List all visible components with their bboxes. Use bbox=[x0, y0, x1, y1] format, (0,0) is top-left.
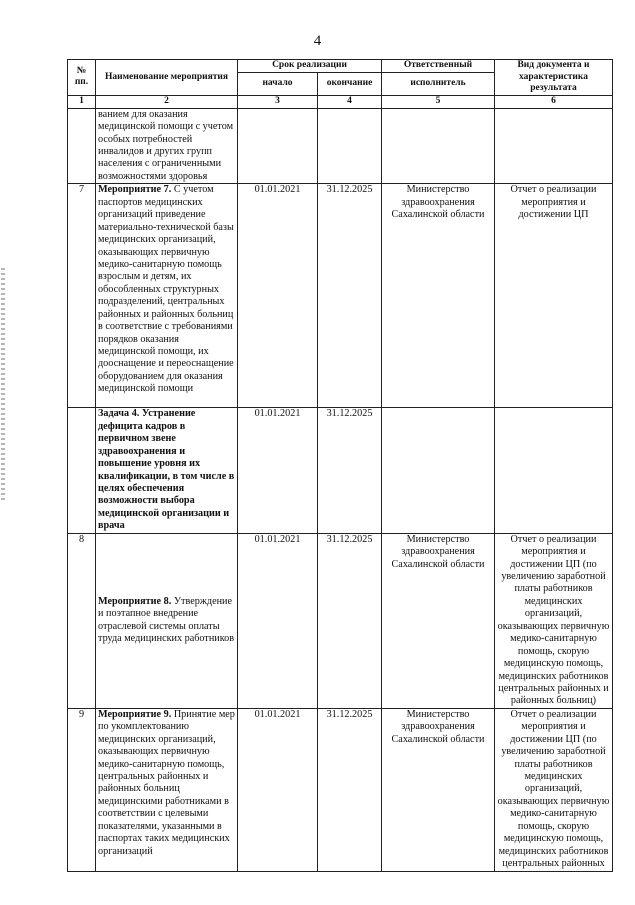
header-name: Наименование мероприятия bbox=[96, 60, 238, 96]
row-number: 8 bbox=[68, 533, 96, 708]
row-executor: Министерство здравоохранения Сахалинской области bbox=[382, 533, 495, 708]
row-result: Отчет о реализации мероприятия и достижении ЦП (по увеличению заработной платы работников медицинских организаций, оказывающих первичную медико-санитарную помощь, скорую медицинскую помощь, медицинских работников центральных районных bbox=[495, 708, 613, 871]
column-number: 4 bbox=[318, 95, 382, 108]
row-end-date: 31.12.2025 bbox=[318, 184, 382, 408]
row-description bbox=[96, 533, 238, 708]
column-number-row bbox=[68, 95, 613, 108]
row-end-date bbox=[318, 108, 382, 184]
table-row bbox=[68, 708, 613, 871]
header-result: Вид документа и характеристика результата bbox=[495, 60, 613, 96]
header-end: окончание bbox=[318, 72, 382, 95]
header-period: Срок реализации bbox=[238, 60, 382, 73]
column-number: 2 bbox=[96, 95, 238, 108]
row-number: 7 bbox=[68, 184, 96, 408]
row-start-date: 01.01.2021 bbox=[238, 184, 318, 408]
row-description bbox=[96, 408, 238, 533]
table-row bbox=[68, 408, 613, 533]
row-end-date: 31.12.2025 bbox=[318, 708, 382, 871]
row-executor: Министерство здравоохранения Сахалинской области bbox=[382, 708, 495, 871]
row-executor bbox=[382, 408, 495, 533]
row-result: Отчет о реализации мероприятия и достижении ЦП bbox=[495, 184, 613, 408]
column-number: 5 bbox=[382, 95, 495, 108]
row-executor bbox=[382, 108, 495, 184]
row-description bbox=[96, 184, 238, 408]
column-number: 6 bbox=[495, 95, 613, 108]
header-number: № пп. bbox=[68, 60, 96, 96]
row-start-date: 01.01.2021 bbox=[238, 408, 318, 533]
table-row bbox=[68, 533, 613, 708]
table-row bbox=[68, 108, 613, 184]
row-number bbox=[68, 408, 96, 533]
row-description-text: Принятие мер по укомплектованию медицинских организаций, оказывающих первичную медико-санитарную помощь, центральных районных и районных больниц медицинскими работниками в соответствии с целевыми показателями, указанными в паспортах таких медицинских организаций bbox=[98, 708, 235, 857]
row-start-date bbox=[238, 108, 318, 184]
table-row bbox=[68, 184, 613, 408]
header-start: начало bbox=[238, 72, 318, 95]
row-description-text: С учетом паспортов медицинских организаций приведение материально-технической базы медицинских организаций, оказывающих первичную медико-санитарную помощь взрослым и детям, их обособленных структурных подразделений, центральных районных и районных больниц в соответствие с требованиями порядков оказания медицинской помощи, их дооснащение и переоснащение оборудованием для оказания медицинской помощи bbox=[98, 184, 234, 395]
row-description bbox=[96, 108, 238, 184]
row-executor: Министерство здравоохранения Сахалинской области bbox=[382, 184, 495, 408]
row-description-text: Устранение дефицита кадров в первичном звене здравоохранения и повышение уровня их квалификации, в том числе в целях обеспечения возможности выбора медицинской организации и врача bbox=[98, 408, 235, 532]
row-number: 9 bbox=[68, 708, 96, 871]
row-end-date: 31.12.2025 bbox=[318, 533, 382, 708]
row-end-date: 31.12.2025 bbox=[318, 408, 382, 533]
row-number bbox=[68, 108, 96, 184]
header-executor-bottom: исполнитель bbox=[382, 72, 495, 95]
row-description-text: ванием для оказания медицинской помощи с учетом особых потребностей инвалидов и других групп населения с ограниченными возможностями здоровья bbox=[98, 108, 234, 182]
row-title: Мероприятие 8. bbox=[98, 595, 172, 607]
row-description-text: Утверждение и поэтапное внедрение отраслевой системы оплаты труда медицинских работников bbox=[98, 595, 235, 645]
row-title: Мероприятие 9. bbox=[98, 708, 172, 720]
row-description bbox=[96, 708, 238, 871]
row-start-date: 01.01.2021 bbox=[238, 533, 318, 708]
row-result: Отчет о реализации мероприятия и достижении ЦП (по увеличению заработной платы работников медицинских организаций, оказывающих первичную медико-санитарную помощь, скорую медицинскую помощь, медицинских работников центральных районных и районных больниц) bbox=[495, 533, 613, 708]
row-title: Задача 4. bbox=[98, 408, 140, 420]
row-title: Мероприятие 7. bbox=[98, 184, 172, 196]
page-number: 4 bbox=[313, 33, 322, 49]
header-executor-top: Ответственный bbox=[382, 60, 495, 73]
row-result bbox=[495, 408, 613, 533]
measures-table bbox=[67, 59, 613, 872]
column-number: 1 bbox=[68, 95, 96, 108]
column-number: 3 bbox=[238, 95, 318, 108]
margin-scan-mark bbox=[1, 268, 5, 503]
row-start-date: 01.01.2021 bbox=[238, 708, 318, 871]
row-result bbox=[495, 108, 613, 184]
